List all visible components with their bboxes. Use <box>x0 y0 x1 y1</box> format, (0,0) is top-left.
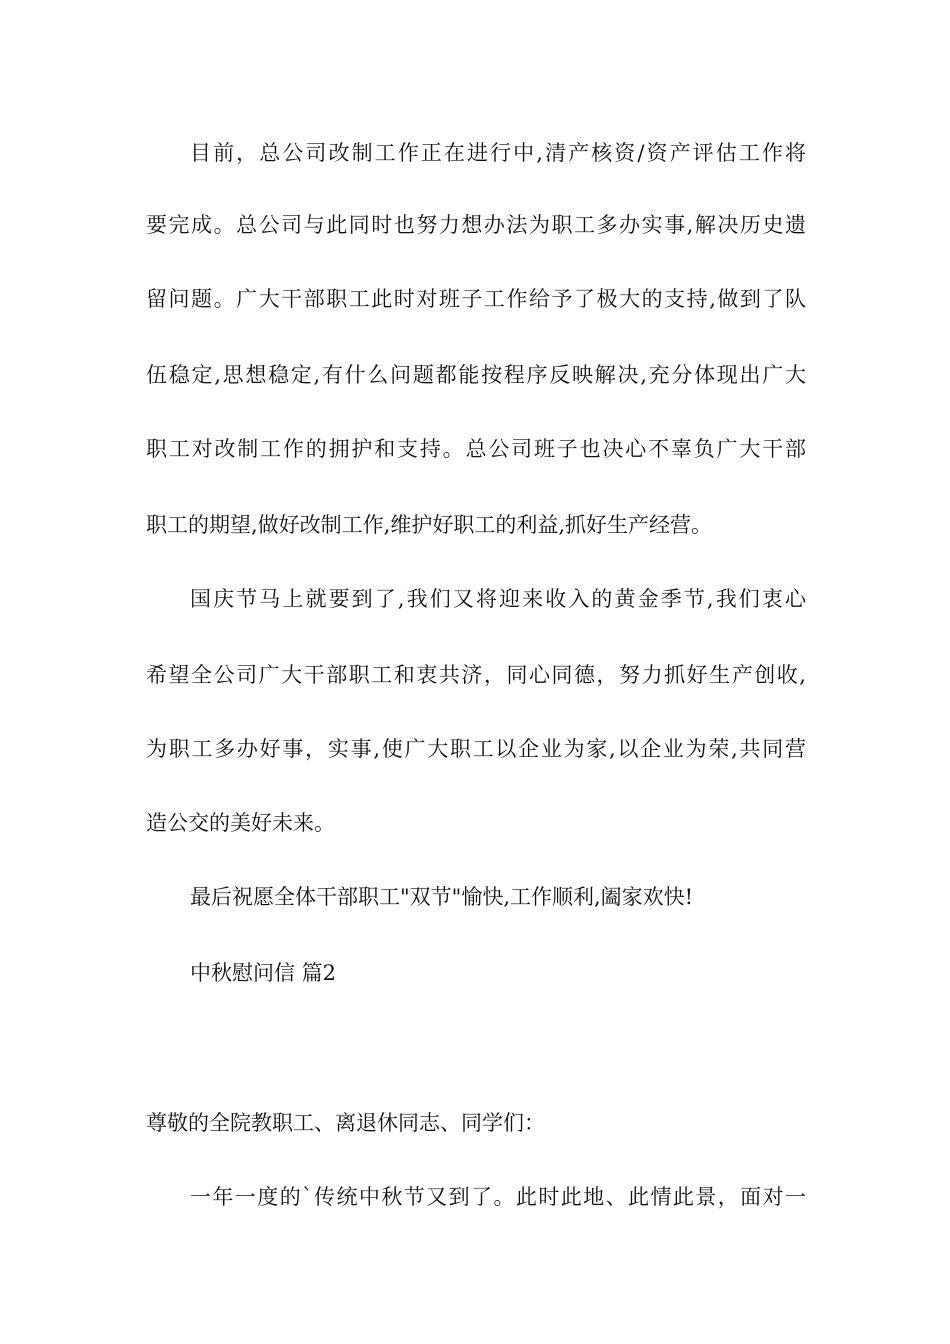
closing-line: 最后祝愿全体干部职工"双节"愉快,工作顺利,阖家欢快! <box>190 885 694 909</box>
paragraph-2-line-2: 希望全公司广大干部职工和衷共济，同心同德，努力抓好生产创收, <box>146 663 806 687</box>
paragraph-2-line-4: 造公交的美好未来。 <box>146 811 335 835</box>
paragraph-2-line-1: 国庆节马上就要到了,我们又将迎来收入的黄金季节,我们衷心 <box>190 587 806 611</box>
paragraph-1-line-3: 留问题。广大干部职工此时对班子工作给予了极大的支持,做到了队 <box>146 287 806 311</box>
salutation: 尊敬的全院教职工、离退休同志、同学们： <box>146 1111 545 1135</box>
paragraph-1-line-4: 伍稳定,思想稳定,有什么问题都能按程序反映解决,充分体现出广大 <box>146 363 806 387</box>
paragraph-1-line-5: 职工对改制工作的拥护和支持。总公司班子也决心不辜负广大干部 <box>146 437 806 461</box>
paragraph-1-line-2: 要完成。总公司与此同时也努力想办法为职工多办实事,解决历史遗 <box>146 213 806 237</box>
section-title: 中秋慰问信 篇2 <box>190 961 337 985</box>
paragraph-1-line-6: 职工的期望,做好改制工作,维护好职工的利益,抓好生产经营。 <box>146 513 713 537</box>
paragraph-3-line-1: 一年一度的`传统中秋节又到了。此时此地、此情此景，面对一 <box>190 1185 806 1209</box>
paragraph-1-line-1: 目前，总公司改制工作正在进行中,清产核资/资产评估工作将 <box>190 141 806 165</box>
paragraph-2-line-3: 为职工多办好事，实事,使广大职工以企业为家,以企业为荣,共同营 <box>146 737 806 761</box>
